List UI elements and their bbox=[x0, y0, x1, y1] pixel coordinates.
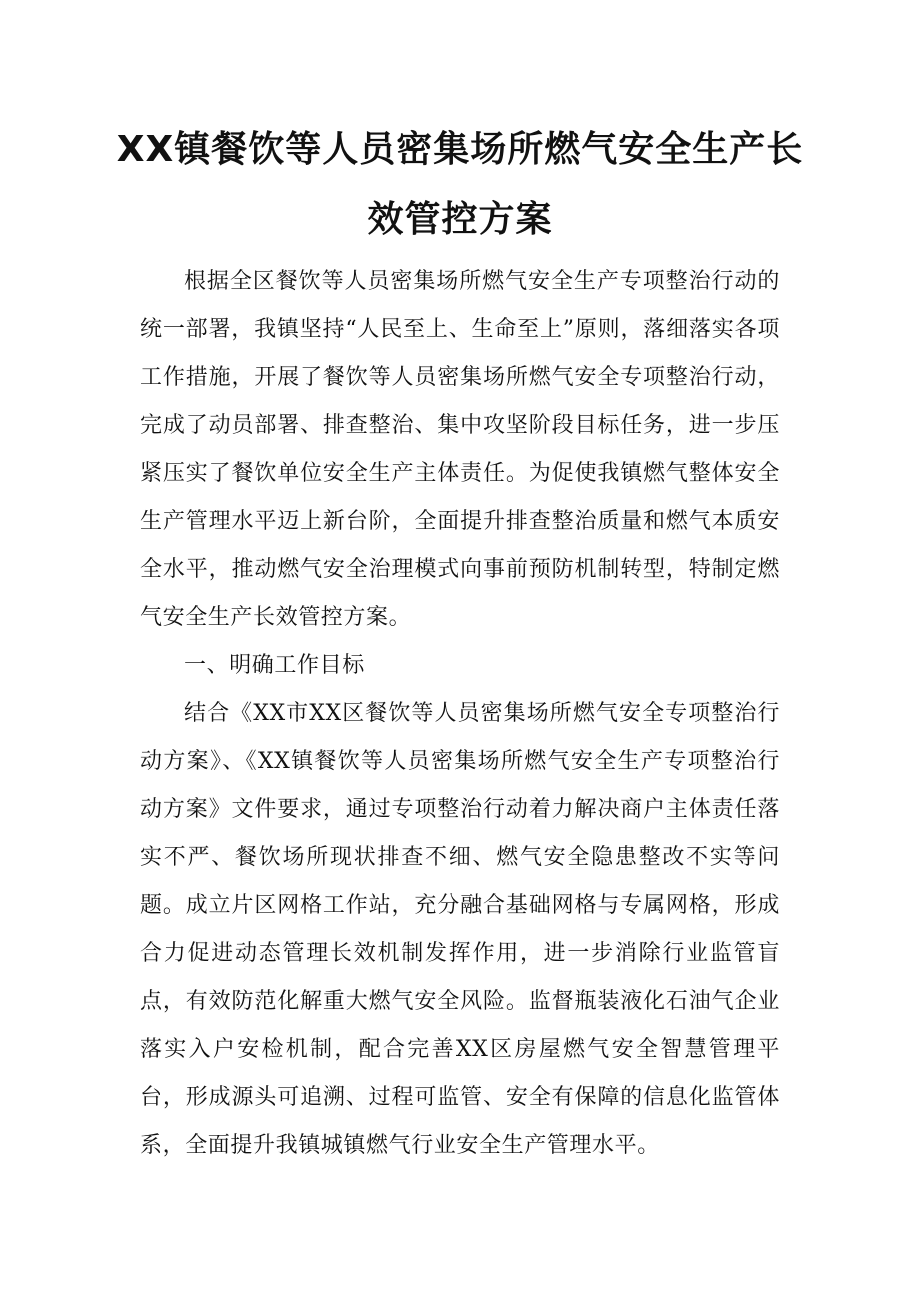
section-heading: 一、明确工作目标 bbox=[184, 653, 365, 678]
document-title-line-1: XX镇餐饮等人员密集场所燃气安全生产长 bbox=[116, 129, 804, 170]
goals-paragraph: 结合《XX市XX区餐饮等人员密集场所燃气安全专项整治行动方案》、《XX镇餐饮等人员密集场所燃气安全生产专项整治行动方案》文件要求，通过专项整治行动着力解决商户主体责任落实不严、餐饮场所现状排查不细、燃气安全隐患整改不实等问题。成立片区网格工作站，充分融合基础网格与专属网格，形成合力促进动态管理长效机制发挥作用，进一步消除行业监管盲点，有效防范化解重大燃气安全风险。监督瓶装液化石油气企业落实入户安检机制，配合完善XX区房屋燃气安全智慧管理平台，形成源头可追溯、过程可监管、安全有保障的信息化监管体系，全面提升我镇城镇燃气行业安全生产管理水平。 bbox=[140, 701, 780, 1158]
document-title-line-2: 效管控方案 bbox=[367, 199, 553, 240]
intro-paragraph: 根据全区餐饮等人员密集场所燃气安全生产专项整治行动的统一部署，我镇坚持“人民至上、生命至上”原则，落细落实各项工作措施，开展了餐饮等人员密集场所燃气安全专项整治行动，完成了动员部署、排查整治、集中攻坚阶段目标任务，进一步压紧压实了餐饮单位安全生产主体责任。为促使我镇燃气整体安全生产管理水平迈上新台阶，全面提升排查整治质量和燃气本质安全水平，推动燃气安全治理模式向事前预防机制转型，特制定燃气安全生产长效管控方案。 bbox=[140, 269, 780, 630]
